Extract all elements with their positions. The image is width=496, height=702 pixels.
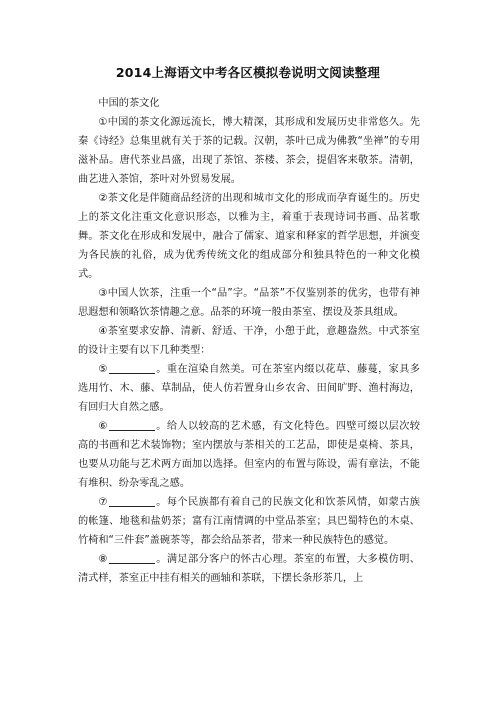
paragraph-number: ⑧ [98,554,108,565]
paragraph-text: 。每个民族都有着自己的民族文化和饮茶风情，如蒙古族的帐篷、地毯和盐奶茶；富有江南情调的中堂品茶室；具巴蜀特色的木桌、竹椅和“三件套”盖碗茶等，都会给品茶者，带来一种民族特色的感觉。 [78,497,420,546]
paragraph-7 [78,493,420,550]
document-title: 2014上海语文中考各区模拟卷说明文阅读整理 [115,65,381,80]
fill-in-blank[interactable] [109,362,155,374]
paragraph-number: ⑦ [98,497,108,508]
paragraph-number: ⑤ [98,364,108,375]
document-body [78,94,420,588]
fill-in-blank[interactable] [109,552,155,564]
paragraph-text: 。满足部分客户的怀古心理。茶室的布置，大多模仿明、清式样，茶室正中挂有相关的画轴和茶联，下摆长条形茶几，上 [78,554,420,584]
paragraph-text: 。给人以较高的艺术感，有文化特色。四壁可缀以层次较高的书画和艺术装饰物；室内摆放与茶相关的工艺品，即使是桌椅、茶具，也要从功能与艺术两方面加以选择。但室内的布置与陈设，需有章法，不能有堆积、纷杂零乱之感。 [78,421,420,489]
article-subtitle: 中国的茶文化 [98,98,160,109]
paragraph-4: ④茶室要求安静、清新、舒适、干净，小憩于此，意趣盎然。中式茶室的设计主要有以下几种类型： [78,326,420,356]
paragraph-number: ⑥ [98,421,108,432]
paragraph-8 [78,550,420,588]
paragraph-text: 。重在渲染自然美。可在茶室内缀以花草、藤蔓，家具多选用竹、木、藤、草制品，使人仿若置身山乡农舍、田间旷野、渔村海边，有回归大自然之感。 [78,364,420,413]
paragraph-6 [78,417,420,493]
paragraph-1: ①中国的茶文化源远流长，博大精深，其形成和发展历史非常悠久。先秦《诗经》总集里就有关于茶的记载。汉朝，茶叶已成为佛教“坐禅”的专用滋补品。唐代茶业昌盛，出现了茶馆、茶楼、茶会，提倡客来敬茶。清朝，曲艺进入茶馆，茶叶对外贸易发展。 [78,117,420,185]
paragraph-5 [78,360,420,417]
fill-in-blank[interactable] [109,495,155,507]
fill-in-blank[interactable] [109,419,155,431]
paragraph-2: ②茶文化是伴随商品经济的出现和城市文化的形成而孕育诞生的。历史上的茶文化注重文化意识形态，以雅为主，着重于表现诗词书画、品茗歌舞。茶文化在形成和发展中，融合了儒家、道家和释家的哲学思想，并演变为各民族的礼俗，成为优秀传统文化的组成部分和独具特色的一种文化模式。 [78,193,420,280]
paragraph-3: ③中国人饮茶，注重一个“品”字。“品茶”不仅鉴别茶的优劣，也带有神思遐想和领略饮茶情趣之意。品茶的环境一般由茶室、摆设及茶具组成。 [78,288,420,318]
